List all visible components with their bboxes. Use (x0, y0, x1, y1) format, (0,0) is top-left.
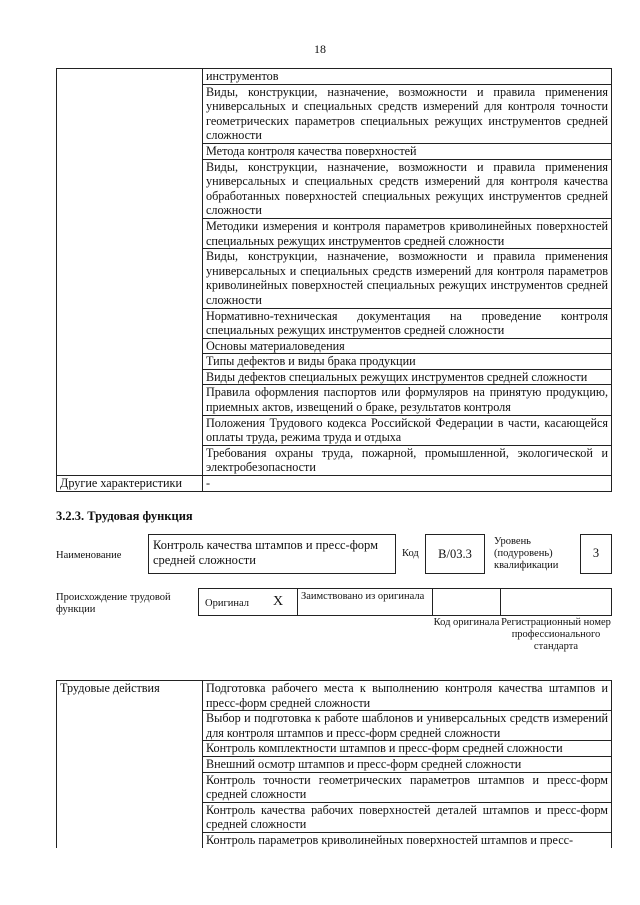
knowledge-row: Виды, конструкции, назначение, возможности и правила применения универсальных и специальных средств измерений для контроля качества обработанных поверхностей специальных режущих инструментов средней сложности (203, 159, 612, 218)
code-value: B/03.3 (438, 547, 472, 561)
original-mark: X (273, 594, 284, 609)
knowledge-table (56, 68, 612, 492)
labor-action-row: Выбор и подготовка к работе шаблонов и универсальных средств измерений для контроля штампов и пресс-форм средней сложности (203, 711, 612, 741)
function-name-box (148, 534, 396, 574)
section-title: 3.2.3. Трудовая функция (56, 509, 193, 523)
labor-action-row: Контроль параметров криволинейных поверхностей штампов и пресс- (203, 832, 612, 847)
knowledge-row: Виды, конструкции, назначение, возможности и правила применения универсальных и специальных средств измерений для контроля параметров криволинейных поверхностей специальных режущих инструментов средней сложности (203, 249, 612, 308)
name-label: Наименование (56, 550, 122, 561)
other-characteristics-value: - (203, 476, 612, 492)
knowledge-row: Нормативно-техническая документация на проведение контроля специальных режущих инструментов средней сложности (203, 308, 612, 338)
code-original-label: Код оригинала (433, 617, 500, 628)
reg-number-label: Регистрационный номер профессионального стандарта (501, 617, 611, 652)
code-label: Код (402, 548, 419, 559)
borrowed-label: Заимствовано из оригинала (301, 591, 425, 602)
knowledge-label-cell (57, 69, 203, 85)
labor-action-row: Подготовка рабочего места к выполнению контроля качества штампов и пресс-форм средней сложности (203, 681, 612, 711)
knowledge-row: Правила оформления паспортов или формуляров на принятую продукцию, приемных актов, извещений о браке, результатов контроля (203, 385, 612, 415)
labor-actions-table (56, 680, 612, 848)
knowledge-row: инструментов (203, 69, 612, 85)
knowledge-row: Положения Трудового кодекса Российской Федерации в части, касающейся оплаты труда, режима труда и отдыха (203, 415, 612, 445)
page-number: 18 (314, 42, 326, 56)
origin-label: Происхождение трудовой функции (56, 592, 171, 615)
reg-number-box (500, 588, 612, 616)
labor-actions-label: Трудовые действия (57, 681, 203, 711)
other-characteristics-label: Другие характеристики (57, 476, 203, 492)
borrowed-box (297, 588, 433, 616)
knowledge-row: Метода контроля качества поверхностей (203, 143, 612, 159)
labor-action-row: Внешний осмотр штампов и пресс-форм средней сложности (203, 756, 612, 772)
labor-action-row: Контроль комплектности штампов и пресс-форм средней сложности (203, 741, 612, 757)
knowledge-row: Виды дефектов специальных режущих инструментов средней сложности (203, 369, 612, 385)
labor-action-row: Контроль качества рабочих поверхностей деталей штампов и пресс-форм средней сложности (203, 802, 612, 832)
original-label: Оригинал (205, 598, 249, 609)
original-box (198, 588, 298, 616)
knowledge-row: Виды, конструкции, назначение, возможности и правила применения универсальных и специальных средств измерений для контроля точности геометрических параметров специальных режущих инструментов средней сложности (203, 84, 612, 143)
function-name: Контроль качества штампов и пресс-форм средней сложности (153, 538, 379, 567)
knowledge-row: Требования охраны труда, пожарной, промышленной, экологической и электробезопасности (203, 445, 612, 475)
knowledge-row: Основы материаловедения (203, 338, 612, 354)
level-box (580, 534, 612, 574)
code-original-box (432, 588, 501, 616)
knowledge-row: Типы дефектов и виды брака продукции (203, 354, 612, 370)
level-value: 3 (592, 546, 600, 560)
code-box (425, 534, 485, 574)
level-label: Уровень (подуровень) квалификации (494, 536, 559, 571)
labor-action-row: Контроль точности геометрических параметров штампов и пресс-форм средней сложности (203, 772, 612, 802)
knowledge-row: Методики измерения и контроля параметров криволинейных поверхностей специальных режущих инструментов средней сложности (203, 218, 612, 248)
